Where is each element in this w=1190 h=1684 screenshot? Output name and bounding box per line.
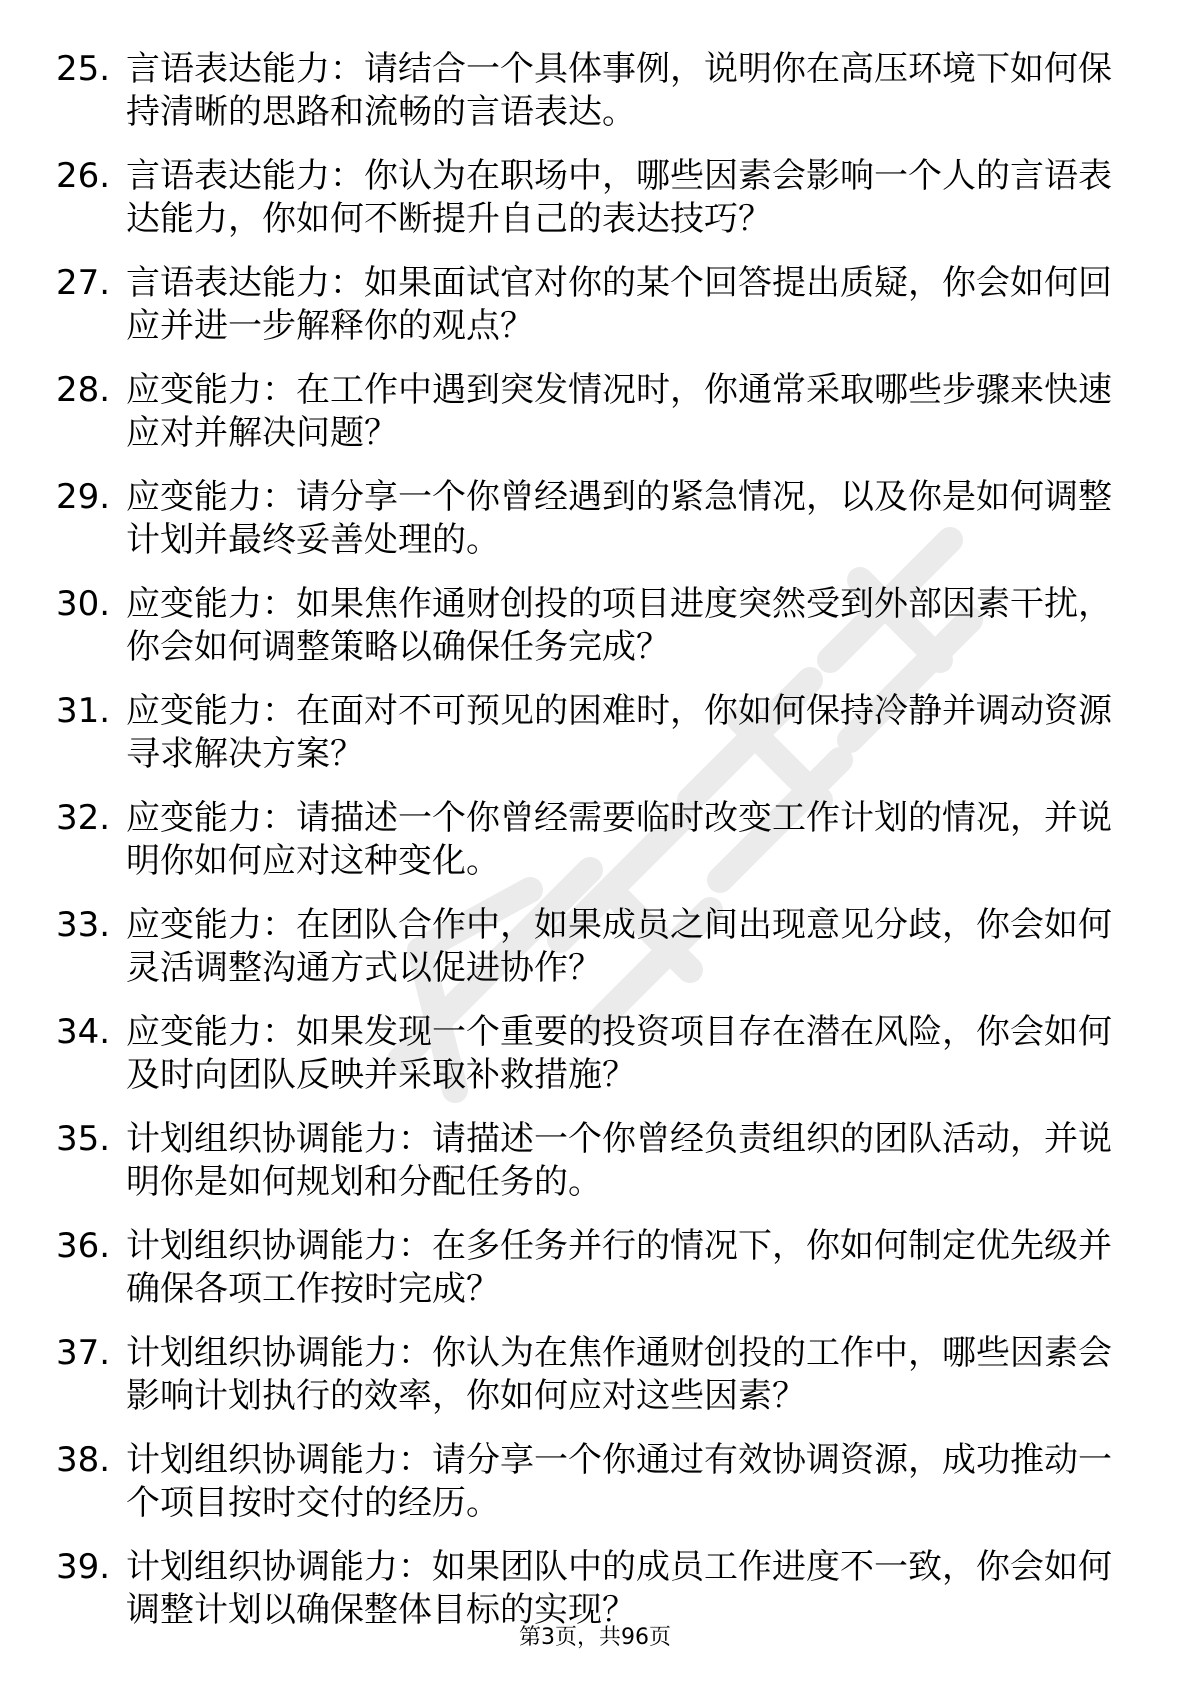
question-text: 计划组织协调能力：请描述一个你曾经负责组织的团队活动，并说明你是如何规划和分配任务的。 [126,1119,1112,1202]
question-item [56,583,1136,690]
question-text: 应变能力：请分享一个你曾经遇到的紧急情况，以及你是如何调整计划并最终妥善处理的。 [126,477,1112,560]
question-number: 25. [56,49,111,89]
question-text: 计划组织协调能力：在多任务并行的情况下，你如何制定优先级并确保各项工作按时完成？ [126,1226,1112,1309]
question-item [56,155,1136,262]
question-text: 计划组织协调能力：你认为在焦作通财创投的工作中，哪些因素会影响计划执行的效率，你如何应对这些因素？ [126,1333,1112,1416]
question-text: 言语表达能力：请结合一个具体事例，说明你在高压环境下如何保持清晰的思路和流畅的言语表达。 [126,49,1112,132]
question-number: 36. [56,1226,111,1266]
question-item [56,1011,1136,1118]
question-text: 言语表达能力：如果面试官对你的某个回答提出质疑，你会如何回应并进一步解释你的观点？ [126,263,1112,346]
question-text: 应变能力：如果焦作通财创投的项目进度突然受到外部因素干扰，你会如何调整策略以确保任务完成？ [126,584,1112,667]
question-number: 33. [56,905,111,945]
question-text: 应变能力：在工作中遇到突发情况时，你通常采取哪些步骤来快速应对并解决问题？ [126,370,1112,453]
question-list [56,48,1136,1653]
question-item [56,690,1136,797]
question-text: 言语表达能力：你认为在职场中，哪些因素会影响一个人的言语表达能力，你如何不断提升自己的表达技巧？ [126,156,1112,239]
question-number: 38. [56,1440,111,1480]
question-number: 35. [56,1119,111,1159]
question-number: 27. [56,263,111,303]
question-item [56,369,1136,476]
question-text: 计划组织协调能力：如果团队中的成员工作进度不一致，你会如何调整计划以确保整体目标的实现？ [126,1547,1112,1630]
question-number: 34. [56,1012,111,1052]
question-number: 37. [56,1333,111,1373]
question-item [56,262,1136,369]
question-text: 应变能力：在面对不可预见的困难时，你如何保持冷静并调动资源寻求解决方案？ [126,691,1112,774]
question-number: 30. [56,584,111,624]
question-item [56,476,1136,583]
question-number: 39. [56,1547,111,1587]
question-number: 32. [56,798,111,838]
question-number: 29. [56,477,111,517]
question-item [56,1439,1136,1546]
question-item [56,1118,1136,1225]
question-text: 应变能力：如果发现一个重要的投资项目存在潜在风险，你会如何及时向团队反映并采取补救措施？ [126,1012,1112,1095]
question-text: 计划组织协调能力：请分享一个你通过有效协调资源，成功推动一个项目按时交付的经历。 [126,1440,1112,1523]
question-item [56,797,1136,904]
question-item [56,1225,1136,1332]
question-number: 31. [56,691,111,731]
question-number: 28. [56,370,111,410]
question-number: 26. [56,156,111,196]
question-text: 应变能力：请描述一个你曾经需要临时改变工作计划的情况，并说明你如何应对这种变化。 [126,798,1112,881]
question-item [56,1332,1136,1439]
question-item [56,48,1136,155]
question-text: 应变能力：在团队合作中，如果成员之间出现意见分歧，你会如何灵活调整沟通方式以促进协作？ [126,905,1112,988]
question-item [56,904,1136,1011]
page-footer: 第3页，共96页 [519,1625,671,1650]
